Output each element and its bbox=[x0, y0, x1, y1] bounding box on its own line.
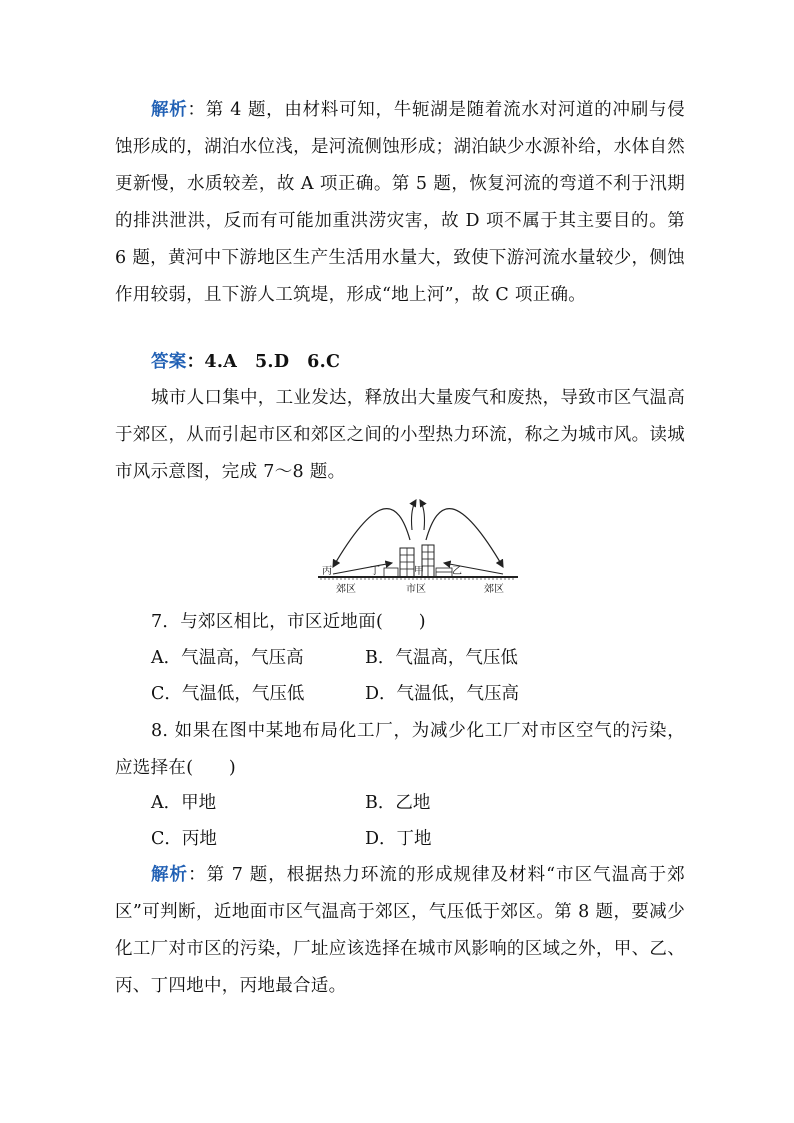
question-8-option-c: C．丙地 bbox=[151, 829, 217, 849]
label-suburb-left: 郊区 bbox=[336, 584, 356, 595]
label-jia: 甲 bbox=[414, 566, 424, 577]
answer-label: 答案 bbox=[151, 352, 187, 372]
building-low-left bbox=[384, 568, 398, 577]
city-wind-diagram bbox=[318, 490, 518, 596]
analysis-text-2: ：第 7 题，根据热力环流的形成规律及材料“市区气温高于郊区”可判断，近地面市区气温高于郊区，气压低于郊区。第 8 题，要减少化工厂对市区的污染，厂址应该选择在城市风影响的区域之外，甲、乙、丙、丁四地中，丙地最合适。 bbox=[115, 865, 686, 996]
label-ding: 丁 bbox=[370, 566, 380, 577]
analysis-label: 解析 bbox=[151, 100, 188, 120]
air-flow-right-descending bbox=[426, 509, 503, 567]
intro-paragraph: 城市人口集中，工业发达，释放出大量废气和废热，导致市区气温高于郊区，从而引起市区和郊区之间的小型热力环流，称之为城市风。读城市风示意图，完成 7～8 题。 bbox=[115, 388, 685, 482]
question-7-stem: 7．与郊区相比，市区近地面( ) bbox=[151, 612, 426, 632]
air-flow-left-surface bbox=[333, 563, 392, 574]
question-8-option-a: A．甲地 bbox=[151, 793, 217, 813]
analysis-paragraph-q4-6 bbox=[115, 92, 685, 314]
air-flow-rising-left bbox=[412, 500, 417, 530]
question-8-stem: 8. 如果在图中某地布局化工厂，为减少化工厂对市区空气的污染，应选择在( ) bbox=[115, 721, 685, 778]
question-7-option-b: B．气温高，气压低 bbox=[365, 648, 518, 668]
question-8-option-d: D．丁地 bbox=[365, 829, 432, 849]
analysis-paragraph-q7-8 bbox=[115, 857, 685, 1005]
building-low-right bbox=[436, 568, 452, 577]
label-yi: 乙 bbox=[452, 566, 462, 577]
label-bing: 丙 bbox=[322, 566, 332, 577]
analysis-label-2: 解析 bbox=[151, 865, 189, 885]
label-city: 市区 bbox=[406, 584, 426, 595]
answer-text: ：4.A 5.D 6.C bbox=[186, 352, 341, 372]
analysis-text: ：第 4 题，由材料可知，牛轭湖是随着流水对河道的冲刷与侵蚀形成的，湖泊水位浅，是河流侧蚀形成；湖泊缺少水源补给，水体自然更新慢，水质较差，故 A 项正确。第 5 题，恢复河流的弯道不利于汛期的排洪泄洪，反而有可能加重洪涝灾害，故 D 项不属于其主要目的。第 6 题，黄河中下游地区生产生活用水量大，致使下游河流水量较少，侧蚀作用较弱，且下游人工筑堤，形成“地上河”，故 C 项正确。 bbox=[115, 100, 685, 305]
answer-paragraph-q4-6 bbox=[115, 344, 685, 381]
label-suburb-right: 郊区 bbox=[484, 584, 504, 595]
air-flow-left-descending bbox=[333, 509, 410, 567]
air-flow-rising-right bbox=[420, 500, 425, 530]
question-7-option-c: C．气温低，气压低 bbox=[151, 684, 305, 704]
question-7-option-d: D．气温低，气压高 bbox=[365, 684, 520, 704]
question-7-option-a: A．气温高，气压高 bbox=[151, 648, 304, 668]
question-8-option-b: B．乙地 bbox=[365, 793, 431, 813]
